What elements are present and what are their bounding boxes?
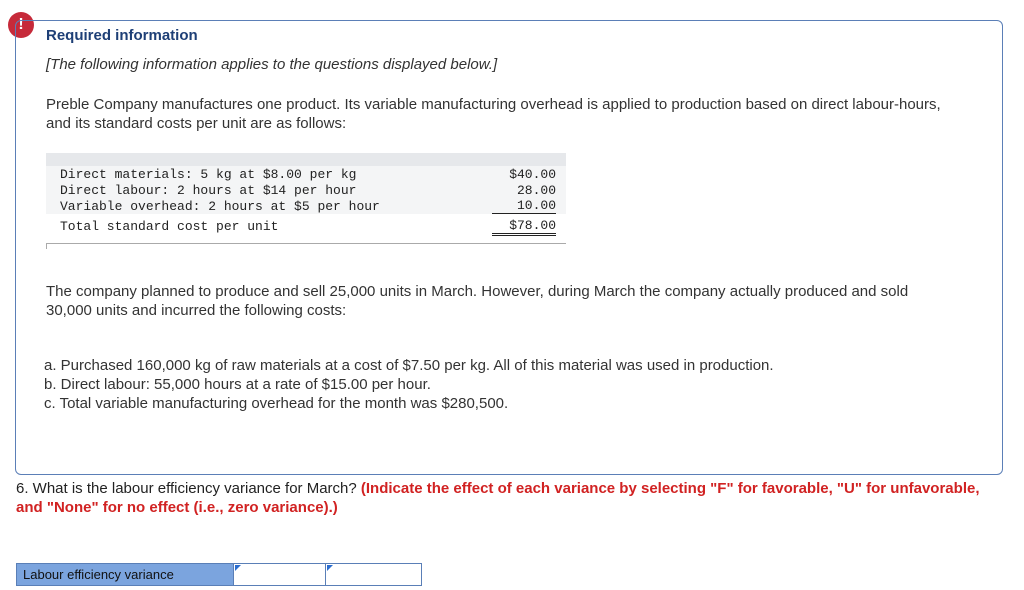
required-information-title: Required information [46, 27, 198, 44]
table-header [46, 153, 566, 166]
table-row [46, 166, 566, 182]
standard-cost-table [46, 153, 566, 244]
intro-note: [The following information applies to the questions displayed below.] [46, 56, 498, 73]
table-row [46, 182, 566, 198]
cost-label: Variable overhead: 2 hours at $5 per hour [60, 198, 380, 214]
production-description: The company planned to produce and sell 25,000 units in March. However, during March the company actually produced and sold 30,000 units and incurred the following costs: [46, 283, 909, 319]
cost-amount: $40.00 [509, 166, 556, 182]
total-row [46, 216, 566, 237]
alert-icon: ! [8, 12, 34, 38]
total-amount: $78.00 [492, 218, 556, 236]
cost-label: Direct labour: 2 hours at $14 per hour [60, 182, 357, 198]
cost-amount: 10.00 [492, 198, 556, 214]
question-instruction: (Indicate the effect of each variance by selecting "F" for favorable, "U" for unfavorable, and "None" for no effect (i.e., zero variance).) [16, 480, 980, 516]
question-prompt: 6. What is the labour efficiency variance for March? [16, 480, 361, 497]
cost-label: Direct materials: 5 kg at $8.00 per kg [60, 166, 357, 182]
table-divider [46, 243, 566, 244]
answer-row [16, 563, 422, 586]
answer-label: Labour efficiency variance [16, 563, 234, 586]
table-row [46, 198, 566, 214]
cost-amount: 28.00 [516, 182, 556, 198]
list-item: c. Total variable manufacturing overhead for the month was $280,500. [44, 395, 509, 412]
variance-amount-input[interactable] [234, 563, 326, 586]
question-text [16, 479, 996, 517]
variance-effect-select[interactable] [326, 563, 422, 586]
total-label: Total standard cost per unit [60, 219, 279, 234]
actual-costs-list [44, 356, 774, 413]
list-item: b. Direct labour: 55,000 hours at a rate of $15.00 per hour. [44, 376, 431, 393]
list-item: a. Purchased 160,000 kg of raw materials at a cost of $7.50 per kg. All of this material was used in production. [44, 357, 774, 374]
company-description: Preble Company manufactures one product. Its variable manufacturing overhead is applied to production based on direct labour-hours, and its standard costs per unit are as follows: [46, 96, 941, 132]
